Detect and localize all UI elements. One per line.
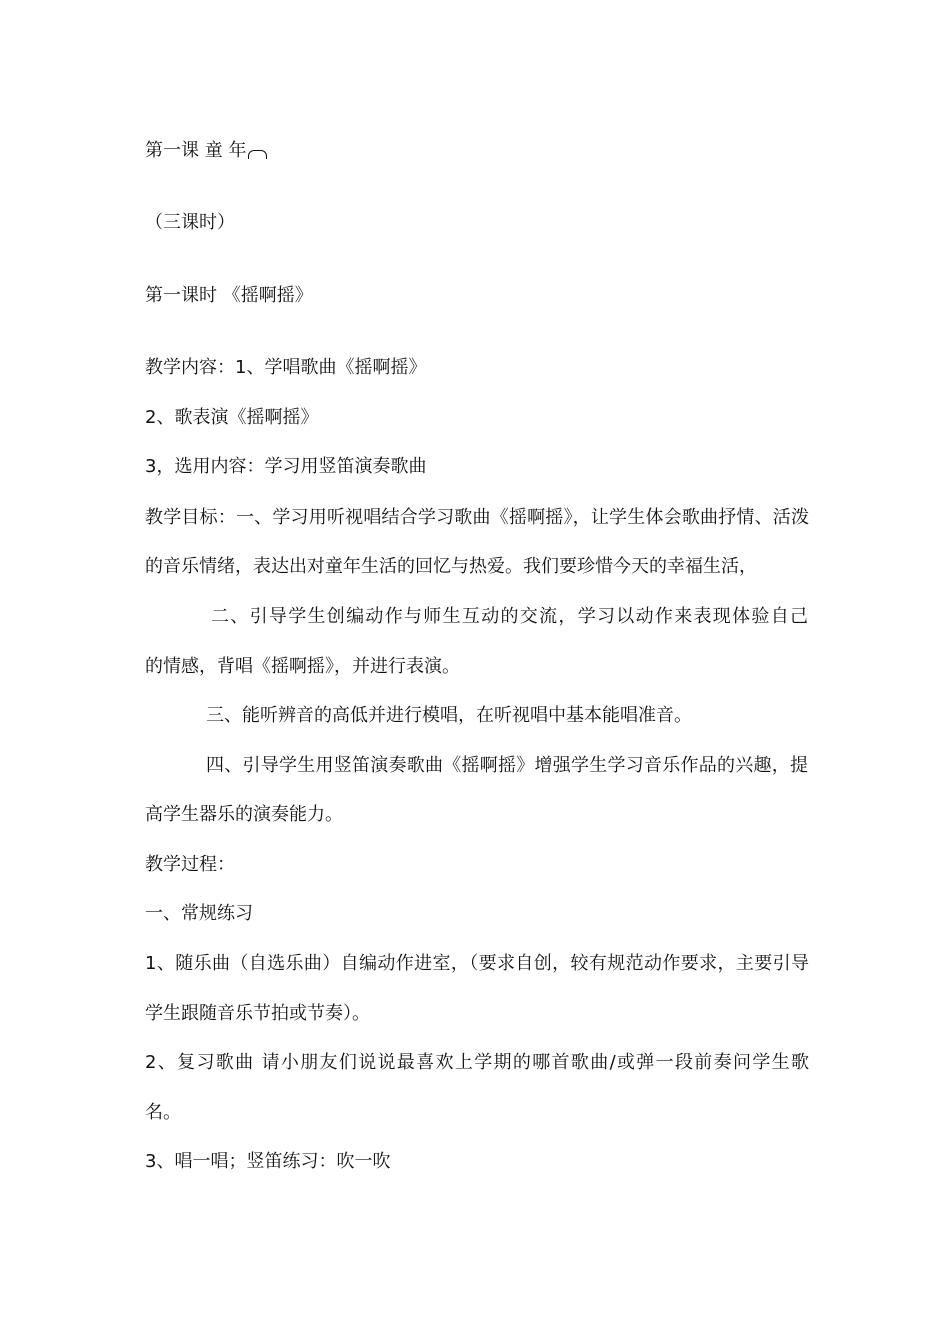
step-2-line-1: 2、复习歌曲 请小朋友们说说最喜欢上学期的哪首歌曲/或弹一段前奏问学生歌: [145, 1052, 809, 1073]
step-1-line-1: 1、随乐曲（自选乐曲）自编动作进室，（要求自创，较有规范动作要求，主要引导: [145, 953, 809, 974]
lesson-title-text: 第一课 童 年: [145, 140, 247, 161]
lesson-heading: 第一课时 《摇啊摇》: [145, 285, 313, 306]
teaching-goal-2-line-2: 的情感，背唱《摇啊摇》，并进行表演。: [145, 656, 460, 677]
teaching-content-1: 教学内容：1、学唱歌曲《摇啊摇》: [145, 357, 427, 378]
step-2-line-2: 名。: [145, 1102, 181, 1123]
teaching-goal-2-line-1: 二、引导学生创编动作与师生互动的交流，学习以动作来表现体验自己: [211, 606, 808, 627]
lesson-title: [145, 139, 267, 163]
teaching-goal-4-line-2: 高学生器乐的演奏能力。: [145, 804, 343, 825]
teaching-content-3: 3，选用内容：学习用竖笛演奏歌曲: [145, 456, 427, 477]
teaching-content-2: 2、歌表演《摇啊摇》: [145, 407, 319, 428]
teaching-goal-4-line-1: 四、引导学生用竖笛演奏歌曲《摇啊摇》增强学生学习音乐作品的兴趣，提: [206, 755, 808, 776]
teaching-goal-1-line-2: 的音乐情绪，表达出对童年生活的回忆与热爱。我们要珍惜今天的幸福生活，: [145, 556, 757, 577]
teaching-goal-3: 三、能听辨音的高低并进行模唱，在听视唱中基本能唱准音。: [206, 705, 692, 726]
step-3: 3、唱一唱；竖笛练习：吹一吹: [145, 1151, 391, 1172]
period-count: （三课时）: [145, 212, 235, 233]
step-1-line-2: 学生跟随音乐节拍或节奏）。: [145, 1003, 370, 1024]
teaching-goal-1-line-1: 教学目标：一、学习用听视唱结合学习歌曲《摇啊摇》，让学生体会歌曲抒情、活泼: [145, 507, 809, 528]
process-heading: 教学过程：: [145, 854, 235, 875]
section-routine-practice: 一、常规练习: [145, 903, 253, 924]
title-mark-icon: [248, 150, 267, 159]
